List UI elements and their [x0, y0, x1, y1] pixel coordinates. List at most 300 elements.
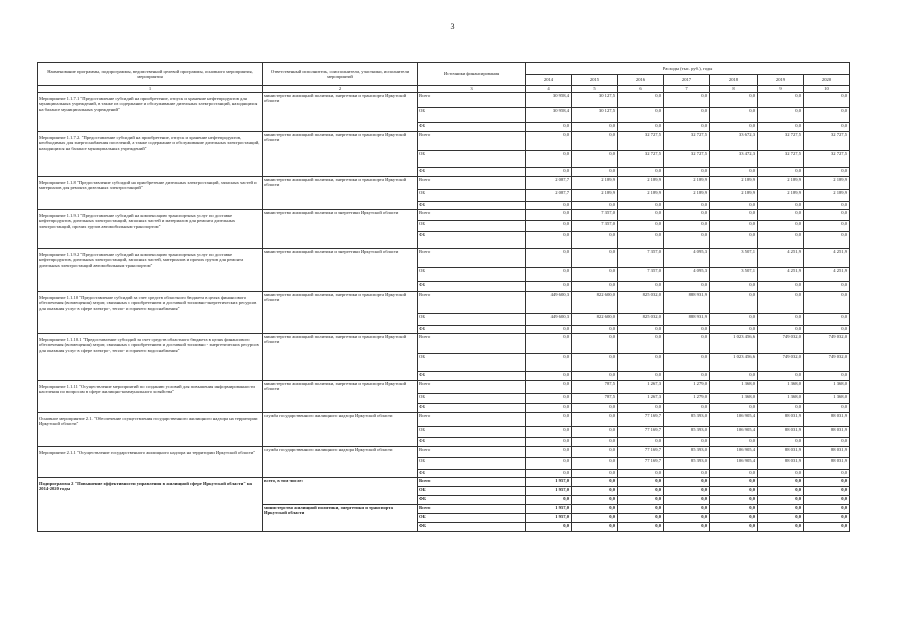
amount-cell: 0,0	[618, 372, 664, 381]
amount-cell: 0,0	[618, 505, 664, 514]
funding-source-cell: ОБ	[418, 514, 526, 523]
amount-cell: 2 189,9	[664, 190, 710, 202]
amount-cell: 2 189,9	[572, 190, 618, 202]
executor-cell: министерство жилищной политики, энергетики и транспорта Иркутской области	[263, 177, 418, 210]
measure-name-cell: Мероприятие 1.1.8 "Предоставление субсидий на приобретение дизельных электростанций, запасных частей и материалов для ремонта дизельных электростанций"	[38, 177, 263, 210]
amount-cell: 2 189,9	[618, 190, 664, 202]
funding-source-cell: ФБ	[418, 202, 526, 210]
amount-cell: 825 032,0	[618, 292, 664, 314]
amount-cell: 4 251,9	[804, 268, 850, 282]
amount-cell: 7 357,0	[618, 268, 664, 282]
amount-cell: 2 189,9	[710, 177, 758, 190]
amount-cell: 0,0	[526, 151, 572, 168]
header-year: 2020	[804, 75, 850, 86]
amount-cell: 0,0	[804, 496, 850, 505]
amount-cell: 77 169,7	[618, 413, 664, 427]
amount-cell: 0,0	[664, 523, 710, 532]
amount-cell: 0,0	[804, 523, 850, 532]
amount-cell: 0,0	[758, 232, 804, 249]
amount-cell: 0,0	[664, 404, 710, 413]
amount-cell: 0,0	[804, 372, 850, 381]
amount-cell: 0,0	[758, 372, 804, 381]
header-year: 2018	[710, 75, 758, 86]
amount-cell: 0,0	[618, 404, 664, 413]
funding-source-cell: Всего	[418, 478, 526, 487]
amount-cell: 1 957,0	[526, 487, 572, 496]
amount-cell: 88 031,9	[758, 458, 804, 470]
table-row	[38, 478, 850, 487]
funding-source-cell: ОБ	[418, 487, 526, 496]
amount-cell: 0,0	[618, 478, 664, 487]
amount-cell: 1 267,3	[618, 381, 664, 394]
amount-cell: 449 600,3	[526, 314, 572, 326]
funding-source-cell: ФБ	[418, 123, 526, 132]
executor-cell: министерство жилищной политики, энергетики и транспорта Иркутской области	[263, 132, 418, 177]
amount-cell: 0,0	[526, 334, 572, 354]
amount-cell: 0,0	[526, 394, 572, 404]
executor-cell: министерство жилищной политики и энергетики Иркутской области	[263, 249, 418, 292]
amount-cell: 0,0	[710, 470, 758, 478]
amount-cell: 0,0	[804, 487, 850, 496]
amount-cell: 0,0	[572, 123, 618, 132]
table-row	[38, 381, 850, 394]
amount-cell: 0,0	[710, 93, 758, 108]
amount-cell: 0,0	[618, 496, 664, 505]
amount-cell: 4 095,3	[664, 268, 710, 282]
amount-cell: 888 931,9	[664, 292, 710, 314]
amount-cell: 0,0	[664, 496, 710, 505]
funding-source-cell: ОБ	[418, 268, 526, 282]
measure-name-cell: Мероприятие 1.1.7.1 "Предоставление субсидий на приобретение, отпуск и хранение нефтепродуктов для муниципальных учреждений, в также из содержание и обслуживание дизельных электростанций, находящихся на балансе муниципальных учреждений"	[38, 93, 263, 132]
amount-cell: 0,0	[572, 478, 618, 487]
amount-cell: 0,0	[526, 132, 572, 151]
amount-cell: 0,0	[758, 438, 804, 447]
amount-cell: 0,0	[526, 326, 572, 334]
table-row	[38, 132, 850, 151]
header-executor: Ответственный исполнитель, соисполнители, участники, исполнители мероприятий	[263, 63, 418, 86]
amount-cell: 0,0	[618, 108, 664, 123]
amount-cell: 0,0	[710, 372, 758, 381]
header-year: 2017	[664, 75, 710, 86]
amount-cell: 0,0	[664, 438, 710, 447]
amount-cell: 0,0	[710, 326, 758, 334]
amount-cell: 0,0	[572, 505, 618, 514]
amount-cell: 0,0	[804, 210, 850, 221]
amount-cell: 30 127,5	[572, 93, 618, 108]
amount-cell: 0,0	[572, 413, 618, 427]
subprogram-executor-cell: министерство жилищной политики, энергетики и транспорта Иркутской области	[263, 505, 418, 532]
measure-name-cell: Мероприятие 2.1.1 "Осуществление государственного жилищного надзора на территории Иркутской области"	[38, 447, 263, 478]
amount-cell: 33 672,3	[710, 132, 758, 151]
amount-cell: 0,0	[664, 354, 710, 372]
amount-cell: 0,0	[804, 93, 850, 108]
amount-cell: 0,0	[710, 123, 758, 132]
funding-source-cell: Всего	[418, 93, 526, 108]
executor-cell: служба государственного жилищного надзора Иркутской области	[263, 413, 418, 447]
amount-cell: 88 031,9	[758, 427, 804, 438]
amount-cell: 0,0	[572, 514, 618, 523]
amount-cell: 0,0	[758, 108, 804, 123]
amount-cell: 0,0	[572, 326, 618, 334]
funding-source-cell: ФБ	[418, 523, 526, 532]
measure-name-cell: Мероприятие 1.1.7.2. "Предоставление субсидий на приобретение, отпуск и хранение нефтепродуктов, необходимых для энергоснабжения поселений, а также содержание и обслуживание дизельных электростанций, находящихся на балансе муниципальных учреждений"	[38, 132, 263, 177]
funding-source-cell: ОБ	[418, 354, 526, 372]
funding-source-cell: ОБ	[418, 427, 526, 438]
amount-cell: 0,0	[618, 487, 664, 496]
amount-cell: 0,0	[710, 523, 758, 532]
amount-cell: 77 169,7	[618, 458, 664, 470]
amount-cell: 0,0	[572, 427, 618, 438]
amount-cell: 30 127,5	[572, 108, 618, 123]
amount-cell: 0,0	[804, 292, 850, 314]
header-program-name: Наименование программы, подпрограммы, ведомственной целевой программы, основного мероприятия, мероприятия	[38, 63, 263, 86]
executor-cell: министерство жилищной политики, энергетики и транспорта Иркутской области	[263, 292, 418, 334]
amount-cell: 0,0	[572, 458, 618, 470]
amount-cell: 0,0	[572, 132, 618, 151]
amount-cell: 0,0	[618, 282, 664, 292]
header-expenses: Расходы (тыс. руб.), годы	[526, 63, 850, 75]
amount-cell: 0,0	[526, 168, 572, 177]
amount-cell: 0,0	[758, 123, 804, 132]
amount-cell: 3 507,1	[710, 268, 758, 282]
amount-cell: 0,0	[618, 326, 664, 334]
executor-cell: министерство жилищной политики и энергетики Иркутской области	[263, 210, 418, 249]
amount-cell: 32 727,5	[804, 151, 850, 168]
amount-cell: 0,0	[526, 232, 572, 249]
table-row	[38, 210, 850, 221]
funding-source-cell: Всего	[418, 177, 526, 190]
amount-cell: 1 267,3	[618, 394, 664, 404]
column-index: 5	[572, 86, 618, 93]
amount-cell: 0,0	[758, 326, 804, 334]
amount-cell: 32 727,5	[804, 132, 850, 151]
amount-cell: 0,0	[618, 470, 664, 478]
amount-cell: 7 357,0	[572, 210, 618, 221]
amount-cell: 0,0	[664, 505, 710, 514]
amount-cell: 888 931,9	[664, 314, 710, 326]
amount-cell: 33 472,3	[710, 151, 758, 168]
amount-cell: 106 905,4	[710, 413, 758, 427]
amount-cell: 0,0	[710, 487, 758, 496]
amount-cell: 0,0	[526, 496, 572, 505]
amount-cell: 0,0	[526, 268, 572, 282]
amount-cell: 0,0	[526, 202, 572, 210]
amount-cell: 0,0	[664, 487, 710, 496]
funding-source-cell: Всего	[418, 334, 526, 354]
measure-name-cell: Основное мероприятие 2.1. "Обеспечение осуществления государственного жилищного надзора на территории Иркутской области"	[38, 413, 263, 447]
amount-cell: 0,0	[664, 334, 710, 354]
amount-cell: 0,0	[572, 447, 618, 458]
amount-cell: 1 957,0	[526, 478, 572, 487]
amount-cell: 0,0	[618, 168, 664, 177]
amount-cell: 0,0	[710, 282, 758, 292]
amount-cell: 85 393,0	[664, 447, 710, 458]
amount-cell: 0,0	[758, 168, 804, 177]
amount-cell: 0,0	[710, 210, 758, 221]
amount-cell: 0,0	[758, 505, 804, 514]
amount-cell: 88 031,9	[804, 458, 850, 470]
amount-cell: 0,0	[572, 496, 618, 505]
amount-cell: 825 032,0	[618, 314, 664, 326]
amount-cell: 0,0	[710, 478, 758, 487]
amount-cell: 0,0	[710, 232, 758, 249]
amount-cell: 0,0	[572, 268, 618, 282]
amount-cell: 0,0	[804, 168, 850, 177]
amount-cell: 0,0	[664, 108, 710, 123]
amount-cell: 0,0	[804, 514, 850, 523]
amount-cell: 0,0	[572, 372, 618, 381]
amount-cell: 0,0	[618, 334, 664, 354]
amount-cell: 749 032,0	[758, 354, 804, 372]
amount-cell: 0,0	[526, 221, 572, 232]
amount-cell: 4 251,9	[804, 249, 850, 268]
amount-cell: 0,0	[526, 249, 572, 268]
amount-cell: 0,0	[804, 221, 850, 232]
amount-cell: 0,0	[758, 221, 804, 232]
amount-cell: 0,0	[710, 514, 758, 523]
amount-cell: 1 023 456,6	[710, 334, 758, 354]
subprogram-total-label: всего, в том числе:	[263, 478, 418, 505]
column-index: 9	[758, 86, 804, 93]
amount-cell: 0,0	[758, 292, 804, 314]
measure-name-cell: Мероприятие 1.1.9.2 "Предоставление субсидий на компенсацию транспортных услуг по доставке нефтепродуктов, дизельных электростанций, запасных частей, материалов и прочих грузов для ремонта дизельных электростанций автомобильным транспортом"	[38, 249, 263, 292]
amount-cell: 0,0	[804, 326, 850, 334]
budget-table	[37, 62, 850, 532]
amount-cell: 0,0	[710, 221, 758, 232]
amount-cell: 0,0	[710, 496, 758, 505]
amount-cell: 0,0	[526, 404, 572, 413]
amount-cell: 0,0	[618, 221, 664, 232]
amount-cell: 0,0	[758, 470, 804, 478]
amount-cell: 0,0	[710, 168, 758, 177]
amount-cell: 0,0	[804, 108, 850, 123]
amount-cell: 0,0	[572, 202, 618, 210]
header-year: 2015	[572, 75, 618, 86]
amount-cell: 0,0	[664, 202, 710, 210]
funding-source-cell: ОБ	[418, 458, 526, 470]
amount-cell: 3 507,1	[710, 249, 758, 268]
amount-cell: 106 905,4	[710, 427, 758, 438]
amount-cell: 88 031,9	[804, 427, 850, 438]
amount-cell: 2 087,7	[526, 190, 572, 202]
amount-cell: 0,0	[804, 232, 850, 249]
amount-cell: 0,0	[526, 372, 572, 381]
amount-cell: 0,0	[572, 282, 618, 292]
amount-cell: 77 169,7	[618, 447, 664, 458]
amount-cell: 2 189,9	[804, 177, 850, 190]
amount-cell: 88 031,9	[804, 413, 850, 427]
amount-cell: 1 368,0	[804, 381, 850, 394]
table-body	[38, 93, 850, 532]
header-year: 2016	[618, 75, 664, 86]
amount-cell: 0,0	[526, 523, 572, 532]
amount-cell: 2 189,9	[758, 190, 804, 202]
amount-cell: 1 279,0	[664, 381, 710, 394]
funding-source-cell: Всего	[418, 132, 526, 151]
amount-cell: 449 600,3	[526, 292, 572, 314]
amount-cell: 0,0	[526, 210, 572, 221]
amount-cell: 88 031,9	[758, 413, 804, 427]
amount-cell: 0,0	[758, 523, 804, 532]
executor-cell: служба государственного жилищного надзора Иркутской области	[263, 447, 418, 478]
amount-cell: 0,0	[664, 326, 710, 334]
amount-cell: 0,0	[526, 470, 572, 478]
amount-cell: 749 032,0	[758, 334, 804, 354]
amount-cell: 1 957,0	[526, 514, 572, 523]
amount-cell: 4 251,9	[758, 249, 804, 268]
measure-name-cell: Мероприятие 1.1.11 "Осуществление мероприятий по созданию условий для повышения информированности населения по вопросам в сфере жилищно-коммунального хозяйства"	[38, 381, 263, 413]
header-funding-source: Источники финансирования	[418, 63, 526, 86]
amount-cell: 0,0	[618, 438, 664, 447]
measure-name-cell: Мероприятие 1.1.9.1 "Предоставление субсидий на компенсацию транспортных услуг по доставке нефтепродуктов, дизельных электростанций, запасных частей и материалов для ремонта дизельных электростанций, прочих грузов автомобильным транспортом"	[38, 210, 263, 249]
amount-cell: 0,0	[664, 514, 710, 523]
amount-cell: 0,0	[804, 314, 850, 326]
amount-cell: 0,0	[664, 232, 710, 249]
amount-cell: 822 600,0	[572, 292, 618, 314]
amount-cell: 32 727,5	[664, 132, 710, 151]
amount-cell: 0,0	[758, 404, 804, 413]
amount-cell: 1 023 456,6	[710, 354, 758, 372]
amount-cell: 0,0	[758, 478, 804, 487]
amount-cell: 0,0	[664, 478, 710, 487]
amount-cell: 0,0	[804, 123, 850, 132]
executor-cell: министерство жилищной политики, энергетики и транспорта Иркутской области	[263, 381, 418, 413]
column-index: 10	[804, 86, 850, 93]
table-row	[38, 447, 850, 458]
table-row	[38, 292, 850, 314]
amount-cell: 2 189,9	[572, 177, 618, 190]
amount-cell: 106 905,4	[710, 458, 758, 470]
amount-cell: 0,0	[618, 354, 664, 372]
table-row	[38, 93, 850, 108]
amount-cell: 0,0	[710, 505, 758, 514]
amount-cell: 0,0	[618, 232, 664, 249]
amount-cell: 1 368,0	[710, 394, 758, 404]
amount-cell: 2 189,9	[664, 177, 710, 190]
amount-cell: 0,0	[710, 438, 758, 447]
funding-source-cell: Всего	[418, 292, 526, 314]
amount-cell: 0,0	[572, 487, 618, 496]
amount-cell: 0,0	[804, 470, 850, 478]
funding-source-cell: ОБ	[418, 108, 526, 123]
amount-cell: 0,0	[526, 447, 572, 458]
amount-cell: 30 958,4	[526, 93, 572, 108]
amount-cell: 0,0	[664, 282, 710, 292]
amount-cell: 32 727,5	[618, 132, 664, 151]
amount-cell: 787,5	[572, 381, 618, 394]
column-index: 2	[263, 86, 418, 93]
amount-cell: 85 393,0	[664, 427, 710, 438]
column-index: 1	[38, 86, 263, 93]
amount-cell: 0,0	[804, 505, 850, 514]
amount-cell: 0,0	[618, 523, 664, 532]
amount-cell: 1 368,0	[804, 394, 850, 404]
amount-cell: 0,0	[618, 93, 664, 108]
funding-source-cell: ОБ	[418, 190, 526, 202]
table-row	[38, 334, 850, 354]
column-index: 6	[618, 86, 664, 93]
column-index: 3	[418, 86, 526, 93]
funding-source-cell: ФБ	[418, 326, 526, 334]
funding-source-cell: ФБ	[418, 232, 526, 249]
amount-cell: 32 727,5	[758, 151, 804, 168]
amount-cell: 0,0	[758, 93, 804, 108]
amount-cell: 0,0	[572, 470, 618, 478]
amount-cell: 4 251,9	[758, 268, 804, 282]
amount-cell: 0,0	[758, 496, 804, 505]
funding-source-cell: Всего	[418, 413, 526, 427]
page-number: 3	[450, 22, 455, 31]
funding-source-cell: ОБ	[418, 221, 526, 232]
amount-cell: 0,0	[710, 292, 758, 314]
funding-source-cell: Всего	[418, 447, 526, 458]
amount-cell: 0,0	[526, 282, 572, 292]
amount-cell: 0,0	[710, 202, 758, 210]
table-row	[38, 413, 850, 427]
amount-cell: 1 957,0	[526, 505, 572, 514]
amount-cell: 0,0	[804, 478, 850, 487]
amount-cell: 0,0	[758, 282, 804, 292]
amount-cell: 0,0	[572, 404, 618, 413]
amount-cell: 0,0	[758, 314, 804, 326]
funding-source-cell: Всего	[418, 505, 526, 514]
amount-cell: 0,0	[664, 372, 710, 381]
amount-cell: 0,0	[526, 427, 572, 438]
amount-cell: 0,0	[526, 413, 572, 427]
amount-cell: 4 095,3	[664, 249, 710, 268]
amount-cell: 0,0	[526, 381, 572, 394]
column-index: 8	[710, 86, 758, 93]
header-year: 2014	[526, 75, 572, 86]
funding-source-cell: ФБ	[418, 496, 526, 505]
funding-source-cell: ФБ	[418, 470, 526, 478]
amount-cell: 0,0	[664, 221, 710, 232]
amount-cell: 0,0	[758, 514, 804, 523]
subprogram-name-cell: Подпрограмма 2 "Повышение эффективности управления в жилищной сфере Иркутской области" на 2014-2020 годы	[38, 478, 263, 532]
amount-cell: 749 032,0	[804, 334, 850, 354]
funding-source-cell: ФБ	[418, 168, 526, 177]
amount-cell: 1 368,0	[710, 381, 758, 394]
amount-cell: 0,0	[526, 123, 572, 132]
amount-cell: 106 905,4	[710, 447, 758, 458]
amount-cell: 0,0	[526, 458, 572, 470]
amount-cell: 822 600,0	[572, 314, 618, 326]
amount-cell: 2 189,9	[804, 190, 850, 202]
amount-cell: 7 357,0	[572, 221, 618, 232]
funding-source-cell: ФБ	[418, 438, 526, 447]
amount-cell: 0,0	[572, 232, 618, 249]
amount-cell: 0,0	[758, 210, 804, 221]
amount-cell: 0,0	[758, 487, 804, 496]
amount-cell: 77 169,7	[618, 427, 664, 438]
amount-cell: 787,5	[572, 394, 618, 404]
amount-cell: 0,0	[526, 354, 572, 372]
header-year: 2019	[758, 75, 804, 86]
funding-source-cell: ФБ	[418, 282, 526, 292]
funding-source-cell: ФБ	[418, 372, 526, 381]
amount-cell: 88 031,9	[758, 447, 804, 458]
amount-cell: 0,0	[572, 438, 618, 447]
amount-cell: 0,0	[664, 93, 710, 108]
amount-cell: 0,0	[664, 168, 710, 177]
amount-cell: 0,0	[618, 123, 664, 132]
amount-cell: 2 087,7	[526, 177, 572, 190]
amount-cell: 32 727,5	[618, 151, 664, 168]
amount-cell: 0,0	[618, 202, 664, 210]
funding-source-cell: ОБ	[418, 151, 526, 168]
amount-cell: 1 279,0	[664, 394, 710, 404]
amount-cell: 2 189,9	[618, 177, 664, 190]
